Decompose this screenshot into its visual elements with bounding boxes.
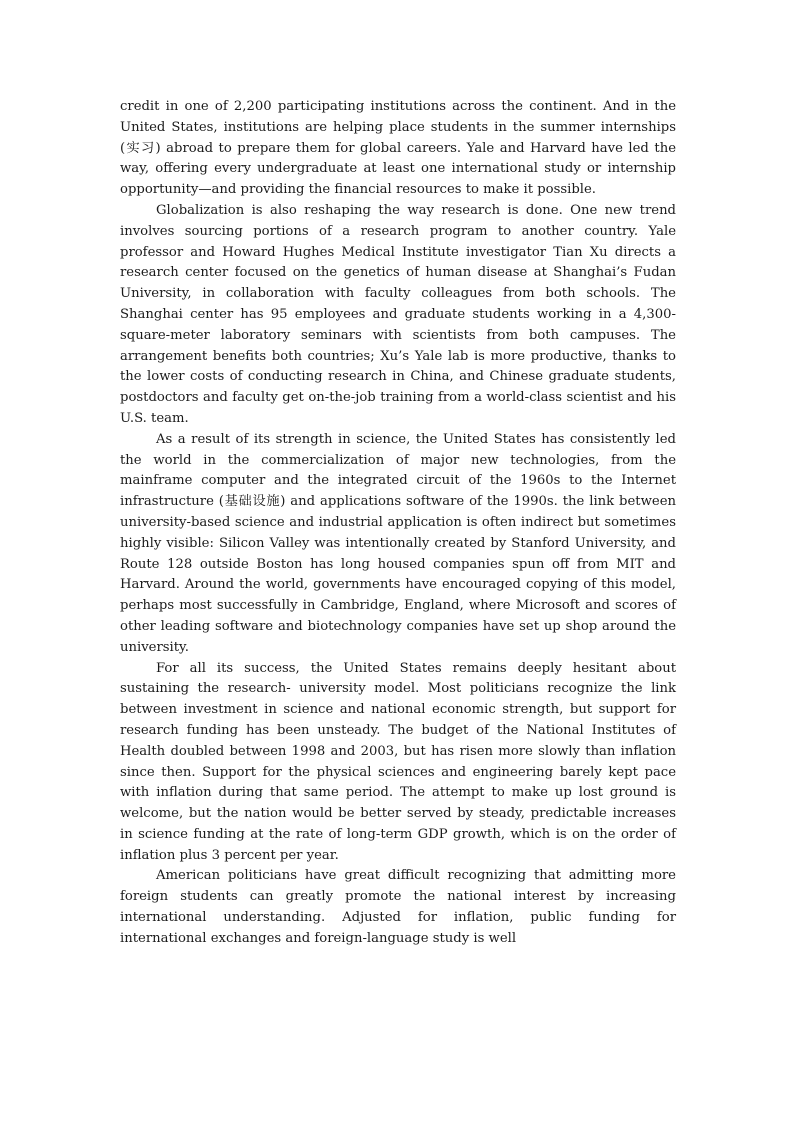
paragraph-globalization-research: Globalization is also reshaping the way research is done. One new trend involves sourcing portions of a research program to another country. Yale professor and Howard Hughes Medical Institute investigator Tian Xu directs a research center focused on the genetics of human disease at Shanghai’s Fudan University, in collaboration with faculty colleagues from both schools. The Shanghai center has 95 employees and graduate students working in a 4,300-square-meter laboratory seminars with scientists from both campuses. The arrangement benefits both countries; Xu’s Yale lab is more productive, thanks to the lower costs of conducting research in China, and Chinese graduate students, postdoctors and faculty get on-the-job training from a world-class scientist and his U.S. team. — [120, 202, 676, 426]
document-page — [120, 97, 676, 950]
paragraph-research-funding: For all its success, the United States remains deeply hesitant about sustaining the research- university model. Most politicians recognize the link between investment in science and national economic strength, but support for research funding has been unsteady. The budget of the National Institutes of Health doubled between 1998 and 2003, but has risen more slowly than inflation since then. Support for the physical sciences and engineering barely kept pace with inflation during that same period. The attempt to make up lost ground is welcome, but the nation would be better served by steady, predictable increases in science funding at the rate of long-term GDP growth, which is on the order of inflation plus 3 percent per year. — [120, 660, 676, 863]
paragraph-commercialization: As a result of its strength in science, the United States has consistently led the world in the commercialization of major new technologies, from the mainframe computer and the integrated circuit of the 1960s to the Internet infrastructure (基础设施) and applications software of the 1990s. the link between university-based science and industrial application is often indirect but sometimes highly visible: Silicon Valley was intentionally created by Stanford University, and Route 128 outside Boston has long housed companies spun off from MIT and Harvard. Around the world, governments have encouraged copying of this model, perhaps most successfully in Cambridge, England, where Microsoft and scores of other leading software and biotechnology companies have set up shop around the university. — [120, 431, 676, 655]
paragraph-exchange-programs: credit in one of 2,200 participating institutions across the continent. And in the United States, institutions are helping place students in the summer internships (实习) abroad to prepare them for global careers. Yale and Harvard have led the way, offering every undergraduate at least one international study or internship opportunity—and providing the financial resources to make it possible. — [120, 99, 676, 198]
paragraph-foreign-students: American politicians have great difficult recognizing that admitting more foreign students can greatly promote the national interest by increasing international understanding. Adjusted for inflation, public funding for international exchanges and foreign-language study is well — [120, 868, 676, 946]
